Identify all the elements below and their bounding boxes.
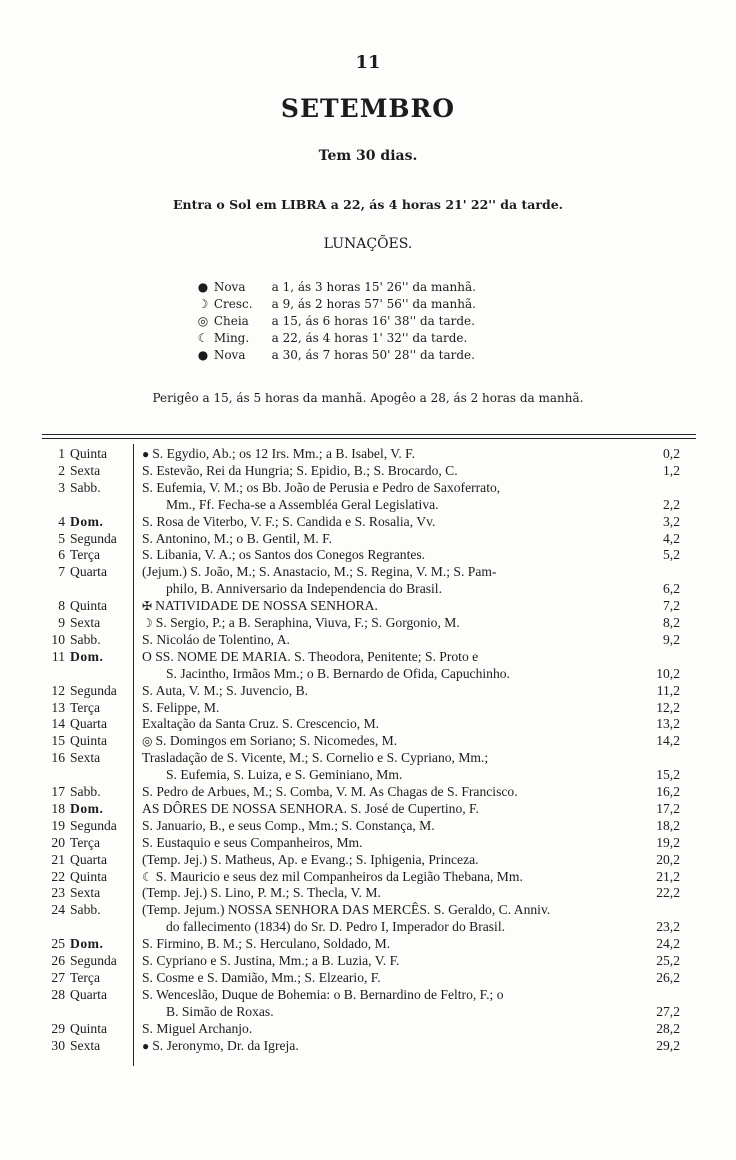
weekday: Terça	[70, 699, 100, 715]
weekday: Segunda	[70, 682, 117, 698]
day-number: 20	[51, 834, 65, 850]
moon-age-value: 12,2	[656, 699, 680, 715]
weekday: Sexta	[70, 1037, 101, 1053]
weekday: Sexta	[70, 885, 101, 901]
weekday: Terça	[70, 547, 100, 563]
feast-description: S. Nicoláo de Tolentino, A.	[142, 631, 290, 647]
weekday: Dom.	[70, 648, 104, 664]
phase-name: Cheia	[213, 314, 249, 328]
day-number: 18	[51, 800, 65, 816]
day-row	[0, 936, 736, 953]
phase-name: Nova	[213, 280, 246, 294]
day-row	[0, 514, 736, 531]
day-row	[0, 1038, 736, 1055]
weekday: Quinta	[70, 598, 107, 614]
day-number: 11	[51, 648, 65, 664]
day-row	[0, 987, 736, 1021]
moon-age-value: 23,2	[656, 919, 680, 935]
day-number: 27	[51, 969, 65, 985]
feast-description: S. Januario, B., e seus Comp., Mm.; S. Constança, M.	[142, 817, 435, 833]
day-number: 19	[51, 817, 65, 833]
moon-age-value: 1,2	[663, 462, 680, 478]
feast-description: ● S. Jeronymo, Dr. da Igreja.	[142, 1037, 299, 1053]
moon-age-value: 15,2	[656, 767, 680, 783]
feast-description: S. Wenceslão, Duque de Bohemia: o B. Bernardino de Feltro, F.; o	[142, 986, 504, 1002]
moon-phase-icon: ●	[197, 348, 209, 362]
weekday: Sabb.	[70, 784, 101, 799]
weekday: Segunda	[70, 530, 117, 546]
day-row	[0, 480, 736, 514]
moon-phase-icon: ☾	[197, 331, 209, 345]
moon-age-value: 9,2	[663, 631, 680, 647]
moon-phase-icon: ☾	[142, 869, 153, 884]
day-row	[0, 446, 736, 463]
feast-description: (Temp. Jejum.) NOSSA SENHORA DAS MERCÊS. S. Geraldo, C. Anniv.	[142, 902, 551, 918]
moon-age-value: 2,2	[663, 496, 680, 512]
weekday: Dom.	[70, 513, 104, 529]
day-number: 13	[51, 699, 65, 715]
lunar-phase	[196, 280, 476, 296]
moon-age-value: 28,2	[656, 1020, 680, 1036]
day-row	[0, 547, 736, 564]
feast-description: S. Antonino, M.; o B. Gentil, M. F.	[142, 530, 333, 546]
feast-description: Trasladação de S. Vicente, M.; S. Cornelio e S. Cypriano, Mm.;	[142, 750, 489, 766]
moon-age-value: 26,2	[656, 969, 680, 985]
day-row	[0, 970, 736, 987]
day-number: 5	[58, 530, 65, 546]
day-number: 26	[51, 953, 65, 968]
moon-age-value: 5,2	[663, 547, 680, 563]
feast-description: do fallecimento (1834) do Sr. D. Pedro I, Imperador do Brasil.	[166, 919, 506, 935]
lunar-phase	[196, 297, 476, 313]
day-number: 1	[58, 446, 65, 461]
moon-age-value: 18,2	[656, 817, 680, 833]
lunar-phase	[196, 348, 475, 364]
weekday: Sexta	[70, 462, 101, 478]
day-number: 16	[51, 750, 65, 766]
day-number: 15	[51, 733, 65, 749]
weekday: Sexta	[70, 750, 101, 766]
feast-description: Exaltação da Santa Cruz. S. Crescencio, M.	[142, 716, 380, 732]
moon-age-value: 6,2	[663, 581, 680, 597]
sun-entry-note: Entra o Sol em LIBRA a 22, ás 4 horas 21' 22'' da tarde.	[172, 197, 563, 212]
feast-description: (Temp. Jej.) S. Lino, P. M.; S. Thecla, V. M.	[142, 885, 381, 901]
feast-description: S. Pedro de Arbues, M.; S. Comba, V. M. As Chagas de S. Francisco.	[142, 784, 518, 799]
feast-description: Mm., Ff. Fecha-se a Assembléa Geral Legislativa.	[166, 496, 439, 512]
moon-phase-icon: ●	[142, 1038, 150, 1053]
day-number: 12	[51, 682, 65, 698]
weekday: Terça	[70, 834, 100, 850]
day-row	[0, 801, 736, 818]
phase-time: a 15, ás 6 horas 16' 38'' da tarde.	[271, 314, 475, 328]
weekday: Sabb.	[70, 631, 101, 647]
feast-description: S. Firmino, B. M.; S. Herculano, Soldado, M.	[142, 936, 391, 952]
feast-description: S. Eufemia, S. Luiza, e S. Geminiano, Mm.	[166, 767, 403, 783]
feast-description: ✠ NATIVIDADE DE NOSSA SENHORA.	[142, 598, 378, 614]
weekday: Sexta	[70, 615, 101, 630]
weekday: Segunda	[70, 817, 117, 833]
top-rule	[42, 434, 696, 435]
feast-description: B. Simão de Roxas.	[166, 1003, 274, 1019]
moon-age-value: 22,2	[656, 885, 680, 901]
moon-age-value: 3,2	[663, 513, 680, 529]
feast-description: ☽ S. Sergio, P.; a B. Seraphina, Viuva, F.; S. Gorgonio, M.	[142, 615, 460, 630]
moon-age-value: 0,2	[663, 446, 680, 461]
day-number: 22	[51, 868, 65, 884]
moon-phase-icon: ☽	[142, 616, 153, 630]
day-row	[0, 700, 736, 717]
day-number: 17	[51, 784, 65, 799]
day-number: 8	[58, 598, 65, 614]
feast-description: S. Miguel Archanjo.	[142, 1020, 253, 1036]
feast-description: S. Cypriano e S. Justina, Mm.; a B. Luzia, V. F.	[142, 953, 400, 968]
moon-age-value: 16,2	[656, 784, 680, 799]
phase-time: a 30, ás 7 horas 50' 28'' da tarde.	[271, 348, 475, 362]
day-row	[0, 531, 736, 548]
day-row	[0, 716, 736, 733]
moon-age-value: 19,2	[656, 834, 680, 850]
moon-age-value: 27,2	[656, 1003, 680, 1019]
day-number: 6	[58, 547, 65, 563]
feast-description: S. Libania, V. A.; os Santos dos Conegos Regrantes.	[142, 547, 426, 563]
moon-phase-icon: ◎	[142, 734, 153, 749]
day-number: 3	[58, 479, 65, 495]
weekday: Dom.	[70, 936, 104, 952]
day-number: 29	[51, 1020, 65, 1036]
day-row	[0, 852, 736, 869]
day-number: 14	[51, 716, 65, 732]
day-row	[0, 598, 736, 615]
weekday: Sabb.	[70, 479, 101, 495]
weekday: Segunda	[70, 953, 117, 968]
day-number: 28	[51, 986, 65, 1002]
day-number: 10	[51, 631, 65, 647]
moon-age-value: 17,2	[656, 800, 680, 816]
weekday: Quinta	[70, 446, 107, 461]
day-number: 30	[51, 1037, 65, 1053]
day-row	[0, 632, 736, 649]
top-rule-inner	[42, 438, 696, 439]
weekday: Quinta	[70, 868, 107, 884]
feast-description: S. Rosa de Viterbo, V. F.; S. Candida e S. Rosalia, Vv.	[142, 513, 436, 529]
feast-description: (Jejum.) S. João, M.; S. Anastacio, M.; S. Regina, V. M.; S. Pam-	[142, 564, 497, 580]
phase-name: Nova	[213, 348, 246, 362]
day-row	[0, 683, 736, 700]
feast-description: O SS. NOME DE MARIA. S. Theodora, Penitente; S. Proto e	[142, 648, 479, 664]
day-row	[0, 615, 736, 632]
moon-phase-icon: ☽	[197, 297, 209, 311]
day-number: 2	[58, 462, 65, 478]
weekday: Quinta	[70, 1020, 107, 1036]
moon-phase-icon: ●	[142, 447, 150, 461]
day-row	[0, 784, 736, 801]
feast-description: S. Felippe, M.	[142, 699, 220, 715]
moon-age-value: 13,2	[656, 716, 680, 732]
weekday: Sabb.	[70, 902, 101, 918]
phase-time: a 22, ás 4 horas 1' 32'' da tarde.	[271, 331, 468, 345]
month-title: SETEMBRO	[280, 94, 456, 123]
feast-description: ● S. Egydio, Ab.; os 12 Irs. Mm.; a B. Isabel, V. F.	[142, 446, 415, 461]
moon-age-value: 25,2	[656, 953, 680, 968]
feast-description: S. Jacintho, Irmãos Mm.; o B. Bernardo de Ofida, Capuchinho.	[166, 665, 510, 681]
day-number: 23	[51, 885, 65, 901]
weekday: Quarta	[70, 716, 107, 732]
moon-age-value: 4,2	[663, 530, 680, 546]
moon-age-value: 14,2	[656, 733, 680, 749]
perigee-apogee-note: Perigêo a 15, ás 5 horas da manhã. Apogêo a 28, ás 2 horas da manhã.	[152, 391, 584, 405]
moon-age-value: 21,2	[656, 868, 680, 884]
day-number: 25	[51, 936, 65, 952]
weekday: Quarta	[70, 986, 107, 1002]
moon-age-value: 7,2	[663, 598, 680, 614]
weekday: Quinta	[70, 733, 107, 749]
moon-phase-icon: ●	[197, 280, 209, 294]
feast-description: S. Cosme e S. Damião, Mm.; S. Elzeario, F.	[142, 969, 381, 985]
day-row	[0, 869, 736, 886]
feast-description: ◎ S. Domingos em Soriano; S. Nicomedes, M.	[142, 733, 398, 749]
page-number: 11	[355, 52, 381, 73]
feast-description: AS DÔRES DE NOSSA SENHORA. S. José de Cupertino, F.	[142, 800, 479, 816]
moon-phase-icon: ✠	[142, 599, 153, 614]
phase-time: a 9, ás 2 horas 57' 56'' da manhã.	[271, 297, 476, 311]
feast-description: S. Auta, V. M.; S. Juvencio, B.	[142, 682, 309, 698]
lunar-phase	[196, 331, 467, 347]
phase-time: a 1, ás 3 horas 15' 26'' da manhã.	[271, 280, 476, 294]
day-row	[0, 885, 736, 902]
weekday: Quarta	[70, 851, 107, 867]
day-row	[0, 564, 736, 598]
day-number: 7	[58, 564, 65, 580]
feast-description: S. Eufemia, V. M.; os Bb. João de Perusia e Pedro de Saxoferrato,	[142, 479, 501, 495]
lunar-phase	[196, 314, 475, 330]
day-row	[0, 953, 736, 970]
feast-description: (Temp. Jej.) S. Matheus, Ap. e Evang.; S. Iphigenia, Princeza.	[142, 851, 479, 867]
moon-age-value: 10,2	[656, 665, 680, 681]
phase-name: Cresc.	[213, 297, 253, 311]
day-number: 9	[58, 615, 65, 630]
feast-description: S. Eustaquio e seus Companheiros, Mm.	[142, 834, 363, 850]
day-number: 21	[51, 851, 65, 867]
day-number: 24	[51, 902, 65, 918]
moon-age-value: 8,2	[663, 615, 680, 630]
phase-name: Ming.	[213, 331, 250, 345]
feast-description: ☾ S. Mauricio e seus dez mil Companheiros da Legião Thebana, Mm.	[142, 868, 523, 884]
day-row	[0, 818, 736, 835]
weekday: Terça	[70, 969, 100, 985]
moon-age-value: 29,2	[656, 1037, 680, 1053]
moon-age-value: 24,2	[656, 936, 680, 952]
day-row	[0, 902, 736, 936]
moon-age-value: 11,2	[656, 682, 680, 698]
weekday: Quarta	[70, 564, 107, 580]
moon-phase-icon: ◎	[197, 314, 209, 328]
weekday: Dom.	[70, 800, 104, 816]
moon-age-value: 20,2	[656, 851, 680, 867]
day-row	[0, 649, 736, 683]
day-row	[0, 1021, 736, 1038]
day-row	[0, 463, 736, 480]
day-row	[0, 733, 736, 750]
day-row	[0, 835, 736, 852]
lunacoes-heading: LUNAÇÕES.	[323, 236, 413, 252]
day-row	[0, 750, 736, 784]
days-count: Tem 30 dias.	[318, 148, 418, 164]
feast-description: philo, B. Anniversario da Independencia do Brasil.	[166, 581, 442, 597]
feast-description: S. Estevão, Rei da Hungria; S. Epidio, B.; S. Brocardo, C.	[142, 462, 458, 478]
day-number: 4	[58, 513, 65, 529]
